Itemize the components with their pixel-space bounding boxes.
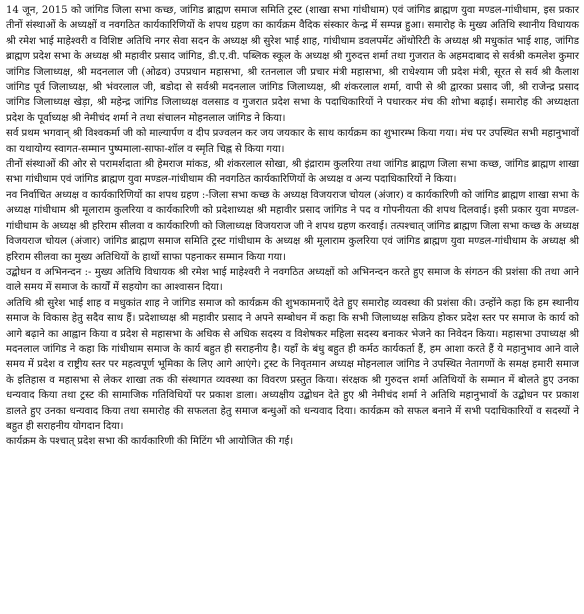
paragraph-speeches: अतिथि श्री सुरेश भाई शाह व मधुकांत शाह ने जांगिड समाज को कार्यक्रम की शुभकामनाएँ देते हुए समारोह व्यवस्था की प्रशंसा की। उन्होंने कहा कि हम स्थानीय समाज के विकास हेतु सदैव साथ हैं। प्रदेशाध्यक्ष श्री महावीर प्रसाद ने अपने सम्बोधन में कहा कि सभी जिलाध्यक्ष सक्रिय होकर प्रदेश स्तर पर समाज के कार्य को आगे बढ़ाने का आह्वान किया व प्रदेश से महासभा के अधिक से अधिक सदस्य व विशेषकर महिला सदस्य बनाकर भेजने का निवेदन किया। महासभा उपाध्यक्ष श्री मदनलाल जांगिड ने कहा कि गांधीधाम समाज के कार्य बहुत ही सराहनीय है। यहाँ के बंधु बहुत ही कर्मठ कार्यकर्ता हैं, हम आशा करते हैं ये महानुभाव आने वाले समय में प्रदेश व राष्ट्रीय स्तर पर महत्वपूर्ण भूमिका के लिए आगे आएंगे। ट्रस्ट के निवृतमान अध्यक्ष मोहनलाल जांगिड ने उपस्थित नेतागणों के समक्ष हमारी समाज के इतिहास व महासभा से लेकर शाखा तक की संस्थागत व्यवस्था का विवरण प्रस्तुत किया। संरक्षक श्री गुरुदत्त शर्मा अतिथियों के सम्मान में बोलते हुए उनका धन्यवाद किया तथा ट्रस्ट की सामाजिक गतिविधियों पर प्रकाश डाला। अध्यक्षीय उद्बोधन देते हुए श्री नेमीचंद शर्मा ने अतिथि महानुभावों के उद्बोधन पर प्रकाश डालते हुए उनका धन्यवाद किया तथा समारोह की सफलता हेतु समाज बन्धुओं को धन्यवाद दिया। कार्यक्रम को सफल बनाने में सभी पदाधिकारियों व सदस्यों ने बहुत ही सराहनीय योगदान दिया।: [6, 297, 579, 432]
paragraph-welcome: तीनों संस्थाओं की ओर से परामर्शदाता श्री हेमराज मांकड, श्री शंकरलाल सोखा, श्री इंद्राराम कुलरिया तथा जांगिड ब्राह्मण जिला सभा कच्छ, जांगिड ब्राह्मण शाखा सभा गांधीधाम एवं जांगिड ब्राह्मण युवा मण्डल-गांधीधाम की नवगठित कार्यकारिणियों के अध्यक्ष व अन्य पदाधिकारियों ने किया।: [6, 159, 579, 186]
paragraph-inauguration: सर्व प्रथम भगवान् श्री विश्वकर्मा जी को माल्यार्पण व दीप प्रज्वलन कर जय जयकार के साथ कार्यक्रम का शुभारम्भ किया गया। मंच पर उपस्थित सभी महानुभावों का यथायोग्य स्वागत-सम्मान पुष्पमाला-साफा-शॉल व स्मृति चिह्न से किया गया।: [6, 128, 579, 155]
paragraph-closing: कार्यक्रम के पश्चात् प्रदेश सभा की कार्यकारिणी की मिटिंग भी आयोजित की गई।: [6, 436, 294, 448]
paragraph-intro: 14 जून, 2015 को जांगिड जिला सभा कच्छ, जांगिड ब्राह्मण समाज समिति ट्रस्ट (शाखा सभा गांधीधाम) एवं जांगिड ब्राह्मण युवा मण्डल-गांधीधाम, इस प्रकार तीनों संस्थाओं के अध्यक्षों व नवगठित कार्यकारिणियों के शपथ ग्रहण का कार्यक्रम वैदिक संस्कार केन्द्र में सम्पन्न हुआ। समारोह के मुख्य अतिथि स्थानीय विधायक श्री रमेश भाई माहेश्वरी व विशिष्ट अतिथि नगर सेवा सदन के अध्यक्ष श्री सुरेश भाई शाह, गांधीधाम डवलपमेंट ऑथोरिटी के अध्यक्ष श्री मधुकांत भाई शाह, जांगिड ब्राह्मण प्रदेश सभा के अध्यक्ष श्री महावीर प्रसाद जांगिड, डी.ए.वी. पब्लिक स्कूल के अध्यक्ष श्री गुरुदत्त शर्मा तथा गुजरात के अहमदाबाद से सर्वश्री कमलेश कुमार जांगिड जिलाध्यक्ष, श्री मदनलाल जी (ओढव) उपप्रधान महासभा, श्री रतनलाल जी प्रचार मंत्री महासभा, श्री राधेश्याम जी प्रदेश मंत्री, सूरत से सर्व श्री कैलाश जांगिड पूर्व जिलाध्यक्ष, श्री भंवरलाल जी, बडोदा से सर्वश्री मदनलाल जांगिड जिलाध्यक्ष, श्री शंकरलाल शर्मा, वापी से श्री द्वारका प्रसाद जी, श्री राजेन्द्र प्रसाद जांगिड जिलाध्यक्ष खेड़ा, श्री महेन्द्र जांगिड जिलाध्यक्ष वलसाड व गुजरात प्रदेश सभा के पदाधिकारियों ने पधारकर मंच की शोभा बढ़ाई। समारोह की अध्यक्षता प्रदेश के पूर्वाध्यक्ष श्री नेमीचंद शर्मा ने तथा संचालन मोहनलाल जांगिड ने किया।: [6, 5, 579, 124]
paragraph-oath-ceremony: नव निर्वाचित अध्यक्ष व कार्यकारिणियों का शपथ ग्रहण :-जिला सभा कच्छ के अध्यक्ष विजयराज चोयल (अंजार) व कार्यकारिणी को जांगिड ब्राह्मण शाखा सभा के अध्यक्ष गांधीधाम श्री मूलाराम कुलरिया व कार्यकारिणी को प्रदेशाध्यक्ष श्री महावीर प्रसाद जांगिड ने पद व गोपनीयता की शपथ दिलवाई। इसी प्रकार युवा मण्डल-गांधीधाम के अध्यक्ष श्री हरिराम सीलवा व कार्यकारिणी को जिलाध्यक्ष विजयराज जी ने शपथ ग्रहण करवाई। तत्पश्चात् जांगिड ब्राह्मण जिला सभा कच्छ के अध्यक्ष विजयराज चोयल (अंजार) जांगिड ब्राह्मण समाज समिति ट्रस्ट गांधीधाम के अध्यक्ष श्री मूलाराम कुलरिया एवं जांगिड ब्राह्मण युवा मण्डल-गांधीधाम के अध्यक्ष श्री हरिराम सीलवा का मुख्य अतिथियों के हाथों साफा पहनाकर सम्मान किया गया।: [6, 189, 579, 263]
paragraph-address: उद्बोधन व अभिनन्दन :- मुख्य अतिथि विधायक श्री रमेश भाई माहेश्वरी ने नवगठित अध्यक्षों को अभिनन्दन करते हुए समाज के संगठन की प्रशंसा की तथा आने वाले समय में समाज के कार्यों में सहयोग का आश्वासन दिया।: [6, 266, 579, 294]
